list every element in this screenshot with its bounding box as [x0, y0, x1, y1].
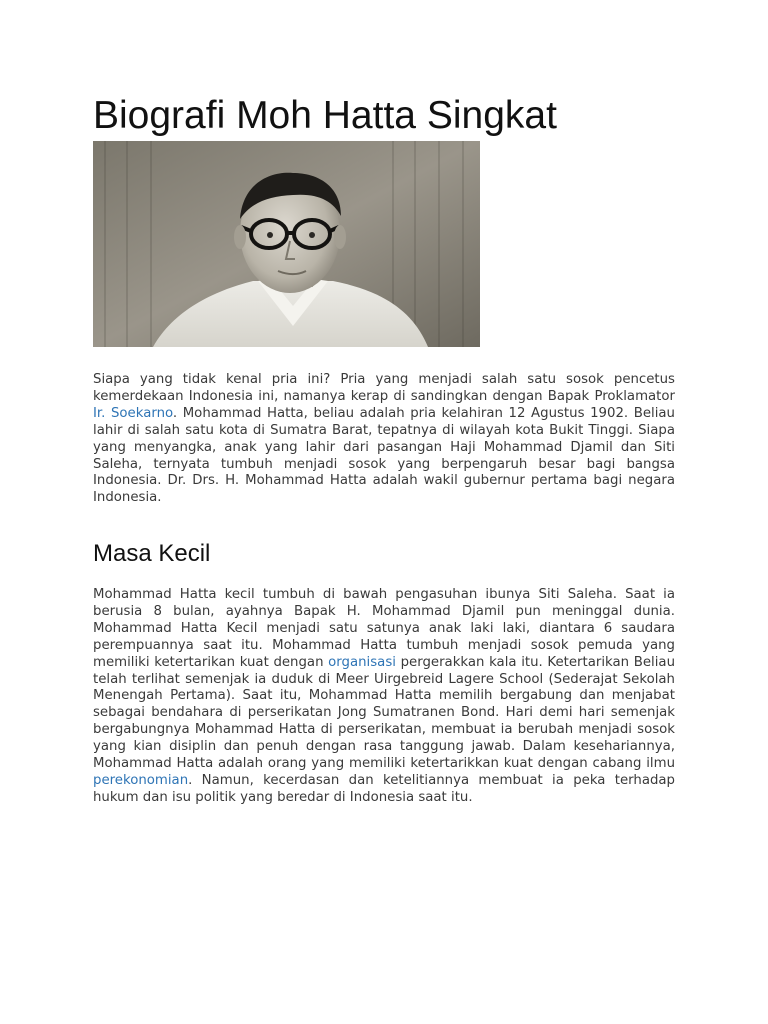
- intro-paragraph: [93, 372, 675, 507]
- link-perekonomian[interactable]: perekonomian: [93, 772, 189, 788]
- link-soekarno[interactable]: Ir. Soekarno: [93, 405, 173, 421]
- childhood-text-1: Mohammad Hatta kecil tumbuh di bawah pengasuhan ibunya Siti Saleha. Saat ia berusia 8 bulan, ayahnya Bapak H. Mohammad Djamil pun meninggal dunia. Mohammad Hatta Kecil menjadi satu satunya anak laki laki, diantara 6 saudara perempuannya saat itu. Mohammad Hatta tumbuh menjadi sosok pemuda yang memiliki ketertarikan kuat dengan: [93, 587, 675, 670]
- childhood-text-2: pergerakkan kala itu. Ketertarikan Beliau telah terlihat semenjak ia duduk di Meer Uirgebreid Lagere School (Sederajat Sekolah Menengah Pertama). Saat itu, Mohammad Hatta memilih bergabung dan menjabat sebagai bendahara di perserikatan Jong Sumatranen Bond. Hari demi hari semenjak bergabungnya Mohammad Hatta di perserikatan, membuat ia berubah menjadi sosok yang kian disiplin dan penuh dengan rasa tanggung jawab. Dalam kesehariannya, Mohammad Hatta adalah orang yang memiliki ketertarikkan kuat dengan cabang ilmu: [93, 654, 676, 772]
- intro-text-1: Siapa yang tidak kenal pria ini? Pria yang menjadi salah satu sosok pencetus kemerdekaan Indonesia ini, namanya kerap di sandingkan dengan Bapak Proklamator: [93, 372, 675, 404]
- childhood-paragraph: [93, 587, 675, 807]
- section-heading-masa-kecil: Masa Kecil: [93, 540, 211, 567]
- intro-text-2: . Mohammad Hatta, beliau adalah pria kelahiran 12 Agustus 1902. Beliau lahir di salah satu kota di Sumatra Barat, tepatnya di wilayah kota Bukit Tinggi. Siapa yang menyangka, anak yang lahir dari pasangan Haji Mohammad Djamil dan Siti Saleha, ternyata tumbuh menjadi sosok yang berpengaruh besar bagi bangsa Indonesia. Dr. Drs. H. Mohammad Hatta adalah wakil gubernur pertama bagi negara Indonesia.: [93, 405, 675, 506]
- portrait-photo: [93, 141, 480, 347]
- childhood-text-3: . Namun, kecerdasan dan ketelitiannya membuat ia peka terhadap hukum dan isu politik yang beredar di Indonesia saat itu.: [93, 772, 675, 805]
- page-title: Biografi Moh Hatta Singkat: [93, 94, 557, 137]
- link-organisasi[interactable]: organisasi: [328, 654, 396, 670]
